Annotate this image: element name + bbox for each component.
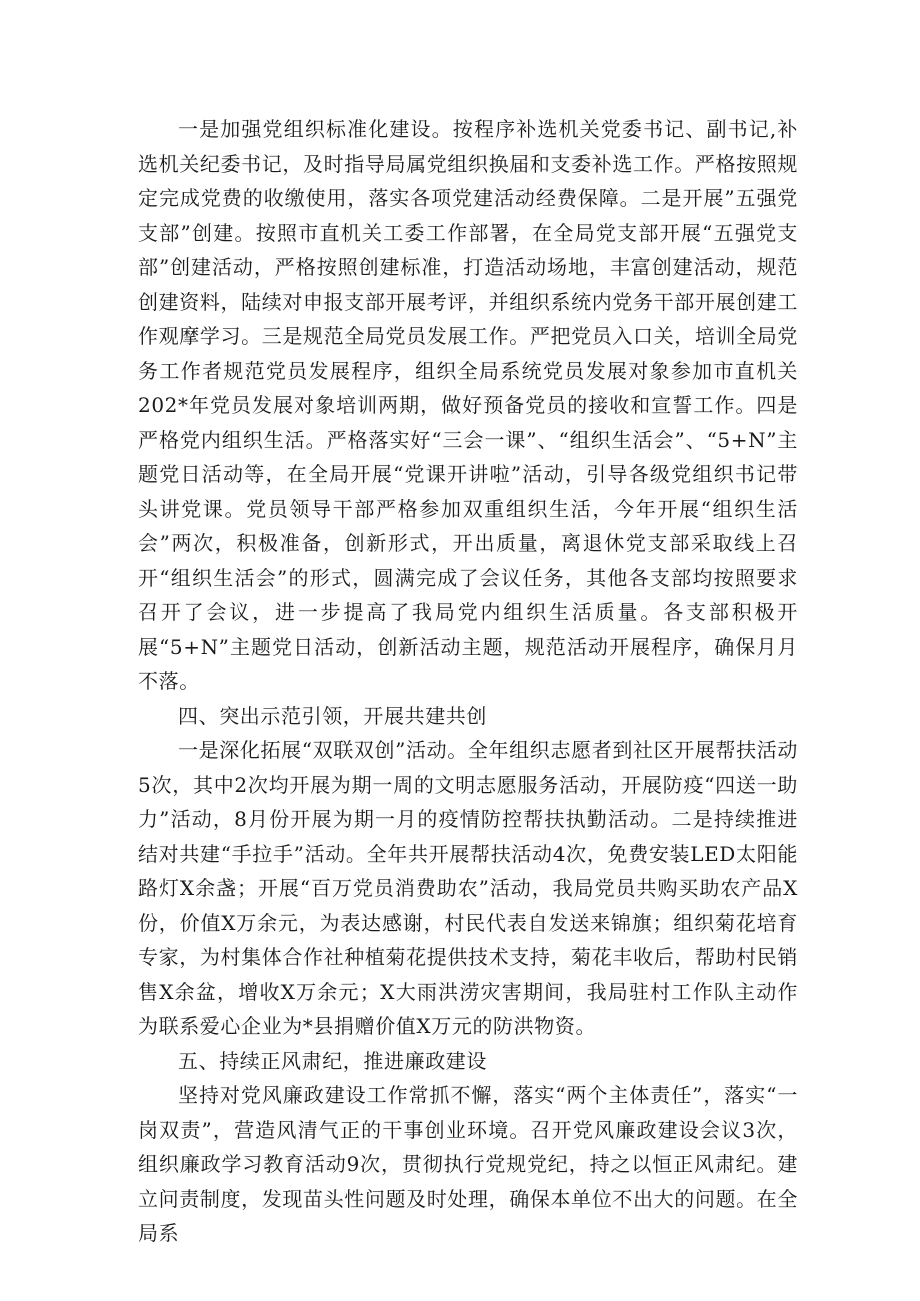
paragraph-party-organization: 一是加强党组织标准化建设。按程序补选机关党委书记、副书记,补选机关纪委书记，及时指导局属党组织换届和支委补选工作。严格按照规定完成党费的收缴使用，落实各项党建活动经费保障。二是开展”五强党支部”创建。按照市直机关工委工作部署，在全局党支部开展“五强党支部”创建活动，严格按照创建标准，打造活动场地，丰富创建活动，规范创建资料，陆续对申报支部开展考评，并组织系统内党务干部开展创建工作观摩学习。三是规范全局党员发展工作。严把党员入口关，培训全局党务工作者规范党员发展程序，组织全局系统党员发展对象参加市直机关202*年党员发展对象培训两期，做好预备党员的接收和宣誓工作。四是严格党内组织生活。严格落实好“三会一课”、“组织生活会”、“5+N”主题党日活动等，在全局开展“党课开讲啦”活动，引导各级党组织书记带头讲党课。党员领导干部严格参加双重组织生活，今年开展“组织生活会”两次，积极准备，创新形式，开出质量，离退休党支部采取线上召开“组织生活会”的形式，圆满完成了会议任务，其他各支部均按照要求召开了会议，进一步提高了我局党内组织生活质量。各支部积极开展“5+N”主题党日活动，创新活动主题，规范活动开展程序，确保月月不落。 — [138, 117, 798, 693]
document-body — [138, 112, 798, 1251]
section-heading-five: 五、持续正风肃纪，推进廉政建设 — [178, 1048, 487, 1073]
section-heading-four: 四、突出示范引领，开展共建共创 — [178, 703, 487, 728]
paragraph-joint-building: 一是深化拓展“双联双创”活动。全年组织志愿者到社区开展帮扶活动5次，其中2次均开展为期一周的文明志愿服务活动，开展防疫“四送一助力”活动，8月份开展为期一月的疫情防控帮扶执勤活动。二是持续推进结对共建“手拉手”活动。全年共开展帮扶活动4次，免费安装LED太阳能路灯X余盏；开展“百万党员消费助农”活动，我局党员共购买助农产品X份，价值X万余元，为表达感谢，村民代表自发送来锦旗；组织菊花培育专家，为村集体合作社种植菊花提供技术支持，菊花丰收后，帮助村民销售X余盆，增收X万余元；X大雨洪涝灾害期间，我局驻村工作队主动作为联系爱心企业为*县捐赠价值X万元的防洪物资。 — [138, 738, 798, 1038]
paragraph-integrity-building: 坚持对党风廉政建设工作常抓不懈，落实“两个主体责任”，落实“一岗双责”，营造风清气正的干事创业环境。召开党风廉政建设会议3次，组织廉政学习教育活动9次，贯彻执行党规党纪，持之以恒正风肃纪。建立问责制度，发现苗头性问题及时处理，确保本单位不出大的问题。在全局系 — [138, 1083, 798, 1245]
